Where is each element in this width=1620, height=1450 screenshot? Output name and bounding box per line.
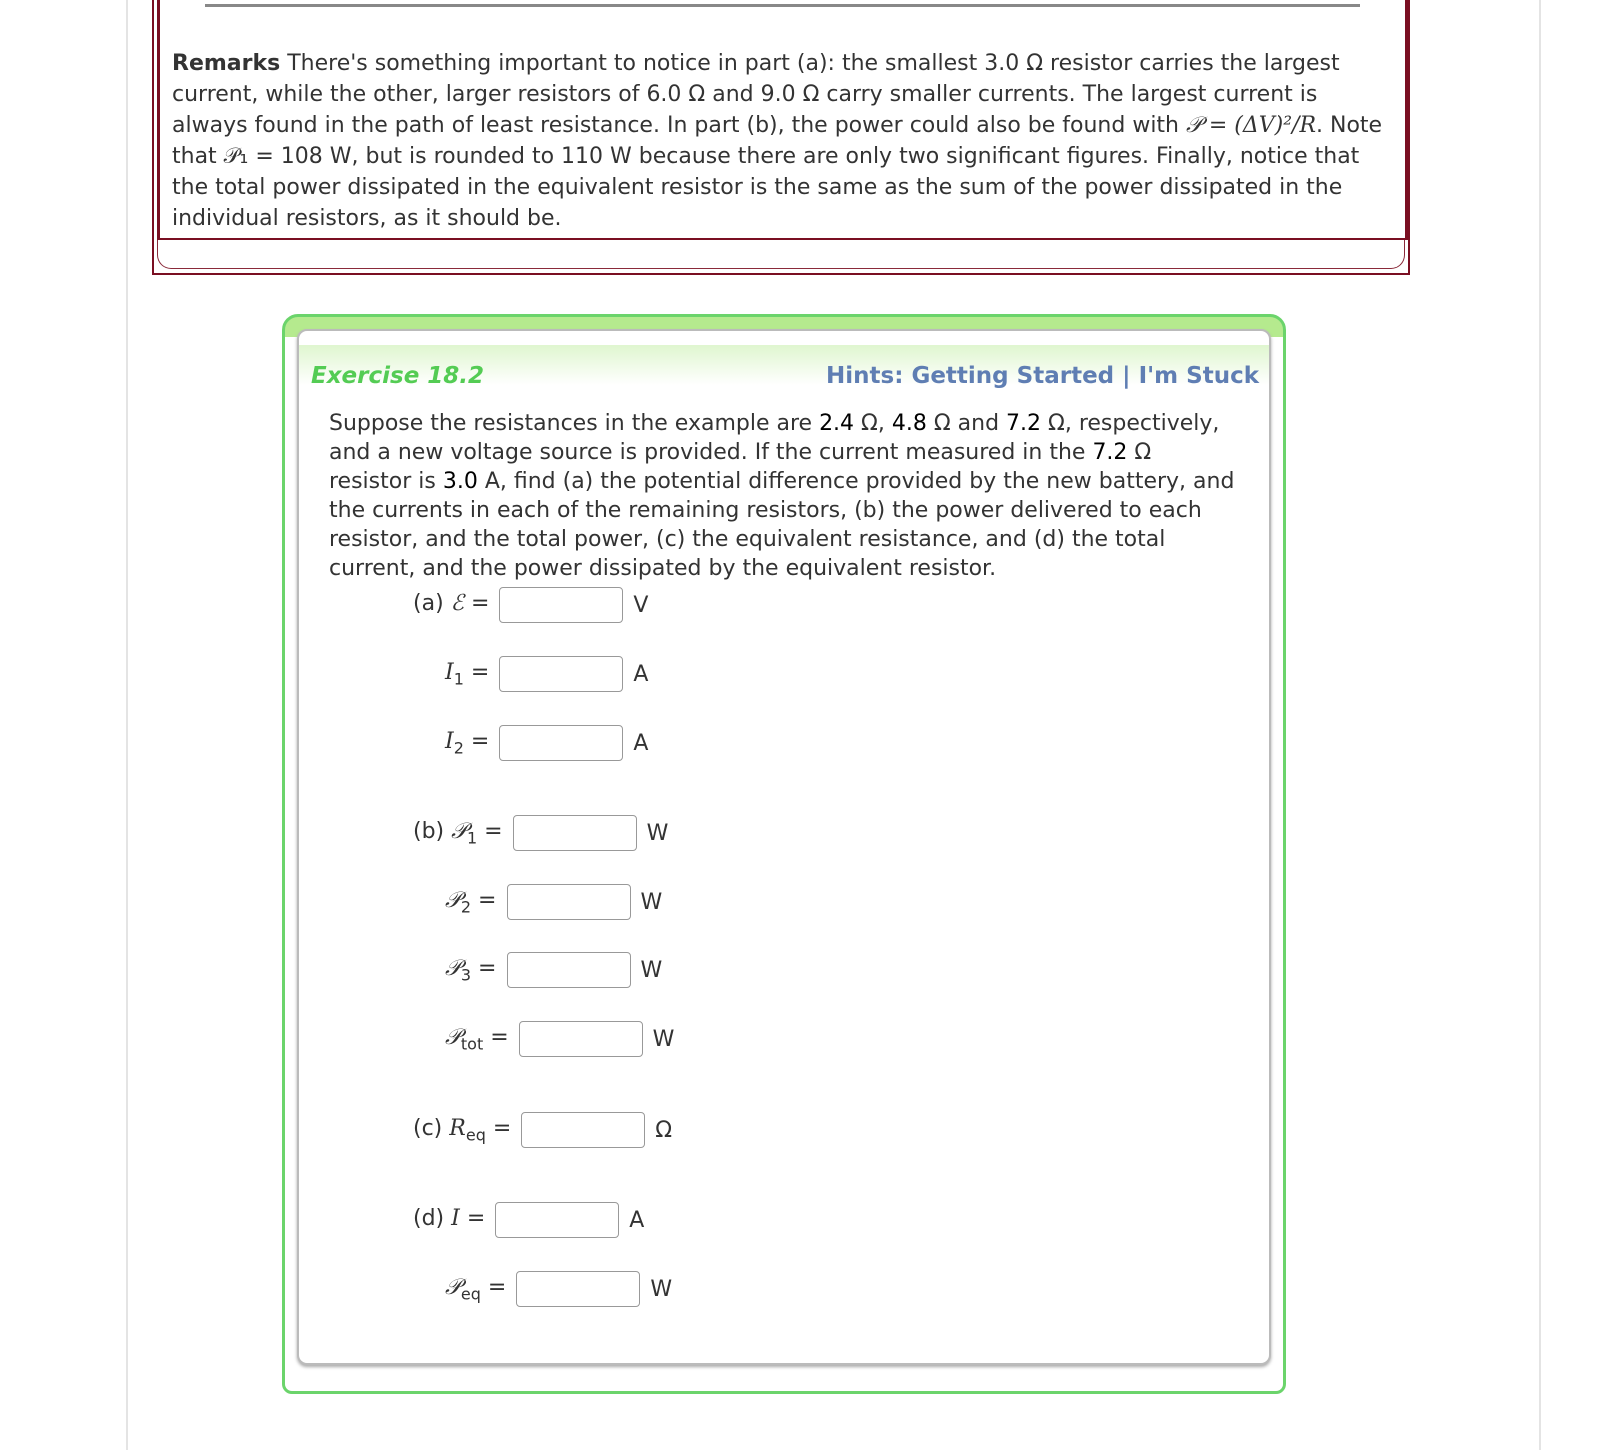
answer-label: 𝒫$_2$ = [445,887,497,917]
answer-row-current-1 [445,656,648,692]
answer-row-total-current [413,1202,644,1238]
remarks-body: There's something important to notice in part (a): the smallest 3.0 Ω resistor carries the largest current, while the other, larger resistors of 6.0 Ω and 9.0 Ω carry smaller currents. The largest current is always found in the path of least resistance. In part (b), the power could also be found with [172,51,1340,138]
unit-label: A [633,661,649,687]
emf-input[interactable] [499,587,623,623]
power-2-input[interactable] [507,884,631,920]
current-1-input[interactable] [499,656,623,692]
answer-row-emf [413,587,648,623]
remarks-body-2: . Note that 𝒫₁ = 108 W, but is rounded to 110 W because there are only two significant figures. Finally, notice that the total power dissipated in the equivalent resistor is the same as the sum of the power dissipated in the individual resistors, as it should be. [172,113,1383,231]
unit-label: W [640,889,663,915]
unit-label: W [646,820,669,846]
answer-row-power-3 [445,952,662,988]
exercise-header [299,345,1269,389]
remarks-text [172,48,1393,234]
unit-label: W [652,1026,675,1052]
hint-getting-started-link[interactable]: Getting Started [911,363,1115,389]
answer-label: $I_2$ = [445,728,490,758]
example-box [152,0,1410,275]
divider [205,4,1360,7]
resistance-3-ref: 7.2 [1092,440,1128,465]
answer-label: (c) $R_{eq}$ = [413,1115,512,1145]
hint-separator: | [1114,363,1139,389]
remarks-footer [157,240,1405,269]
unit-label: W [650,1276,673,1302]
answer-label: 𝒫$_{tot}$ = [445,1024,509,1054]
unit-label: W [640,957,663,983]
resistance-2: 4.8 [891,411,927,436]
answer-row-current-2 [445,725,648,761]
answer-row-power-total [445,1021,674,1057]
answer-label: $I_1$ = [445,659,490,689]
answer-label: (a) ℰ = [413,590,490,616]
answer-row-equivalent-resistance [413,1112,672,1148]
unit-label: V [633,592,649,618]
power-total-input[interactable] [519,1021,643,1057]
answer-label: 𝒫$_3$ = [445,955,497,985]
page-left-edge [126,0,128,1450]
answer-label: (d) I = [413,1205,486,1231]
power-formula: 𝒫 = (ΔV)²/R [1186,113,1317,138]
power-3-input[interactable] [507,952,631,988]
resistance-3: 7.2 [1006,411,1042,436]
answer-label: 𝒫$_{eq}$ = [445,1274,507,1304]
unit-label: Ω [655,1117,673,1143]
page-right-edge [1539,0,1541,1450]
equivalent-resistance-input[interactable] [521,1112,645,1148]
measured-current: 3.0 [442,469,478,494]
total-current-input[interactable] [495,1202,619,1238]
problem-text: Suppose the resistances in the example are 2.4 Ω, 4.8 Ω and 7.2 Ω, respectively, and a new voltage source is provided. If the current measured in the 7.2 Ω resistor is 3.0 A, find (a) the potential difference provided by the new battery, and the currents in each of the remaining resistors, (b) the power delivered to each resistor, and the total power, (c) the equivalent resistance, and (d) the total current, and the power dissipated by the equivalent resistor. [329,411,1235,581]
current-2-input[interactable] [499,725,623,761]
power-1-input[interactable] [513,815,637,851]
hints [826,363,1259,389]
resistance-1: 2.4 [819,411,855,436]
answer-label: (b) 𝒫$_1$ = [413,818,503,848]
power-equivalent-input[interactable] [516,1271,640,1307]
unit-label: A [629,1207,645,1233]
exercise-title: Exercise 18.2 [311,363,485,389]
remarks-heading: Remarks [172,51,281,76]
unit-label: A [633,730,649,756]
answer-row-power-1 [413,815,668,851]
answer-row-power-equivalent [445,1271,672,1307]
remarks-panel [157,0,1408,240]
hints-label: Hints: [826,363,912,389]
hint-im-stuck-link[interactable]: I'm Stuck [1138,363,1259,389]
answer-row-power-2 [445,884,662,920]
